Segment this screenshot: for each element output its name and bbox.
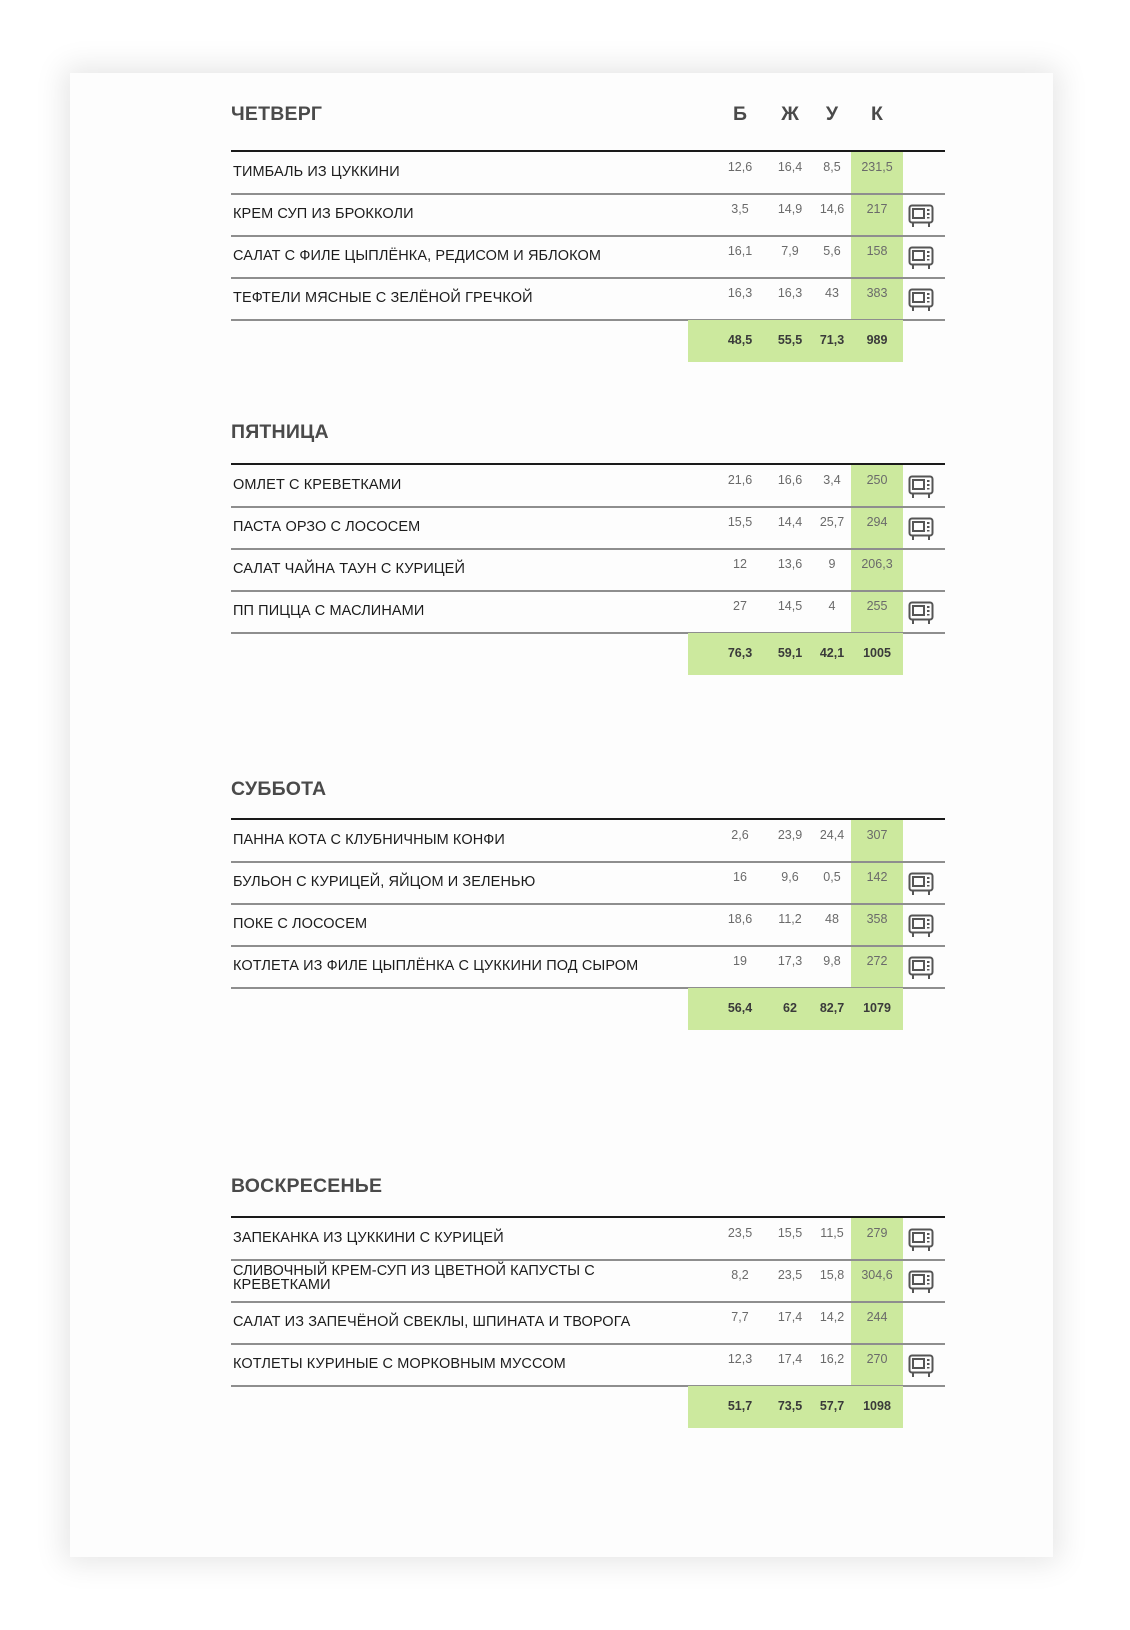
total-u: 42,1 [819, 646, 845, 660]
table-row [231, 862, 945, 905]
value-zh: 17,4 [777, 1352, 803, 1366]
table-row [231, 194, 945, 237]
total-k: 989 [866, 333, 888, 347]
value-zh: 11,2 [778, 912, 802, 926]
value-k: 206,3 [861, 557, 893, 571]
value-zh: 14,5 [777, 599, 803, 613]
total-u: 57,7 [819, 1399, 845, 1413]
microwave-icon [908, 246, 934, 270]
value-zh: 13,6 [777, 557, 803, 571]
dish-name: ТЕФТЕЛИ МЯСНЫЕ С ЗЕЛЁНОЙ ГРЕЧКОЙ [233, 290, 533, 306]
value-b: 7,7 [731, 1310, 749, 1324]
value-u: 0,5 [823, 870, 841, 884]
day-title: ПЯТНИЦА [231, 421, 329, 443]
totals-row [688, 320, 903, 362]
microwave-icon [908, 914, 934, 938]
value-zh: 23,9 [777, 828, 803, 842]
totals-row [688, 633, 903, 675]
value-u: 3,4 [823, 473, 841, 487]
column-header-k: К [871, 103, 883, 125]
value-k: 383 [866, 286, 888, 300]
value-k: 294 [866, 515, 888, 529]
value-u: 8,5 [823, 160, 841, 174]
value-u: 15,8 [819, 1268, 845, 1282]
value-b: 12,3 [727, 1352, 753, 1366]
value-b: 8,2 [731, 1268, 749, 1282]
dish-name: БУЛЬОН С КУРИЦЕЙ, ЯЙЦОМ И ЗЕЛЕНЬЮ [233, 874, 536, 890]
value-u: 24,4 [819, 828, 845, 842]
value-k: 270 [866, 1352, 888, 1366]
value-k: 255 [866, 599, 888, 613]
day-title: ВОСКРЕСЕНЬЕ [231, 1175, 383, 1197]
column-header-b: Б [732, 103, 747, 125]
value-b: 15,5 [727, 515, 753, 529]
value-u: 11,5 [820, 1226, 844, 1240]
total-b: 48,5 [727, 333, 753, 347]
dish-name: САЛАТ ИЗ ЗАПЕЧЁНОЙ СВЕКЛЫ, ШПИНАТА И ТВОРОГА [233, 1314, 631, 1330]
value-k: 217 [866, 202, 888, 216]
microwave-icon [908, 601, 934, 625]
column-header-u: У [825, 103, 839, 125]
value-b: 18,6 [727, 912, 753, 926]
value-zh: 15,5 [777, 1226, 803, 1240]
total-zh: 73,5 [777, 1399, 803, 1413]
value-k: 272 [866, 954, 888, 968]
table-row [231, 1344, 945, 1387]
column-headers [231, 103, 945, 125]
value-k: 158 [866, 244, 888, 258]
value-b: 12 [733, 557, 747, 571]
table-row [231, 1218, 945, 1261]
value-k: 279 [866, 1226, 888, 1240]
dish-name: ТИМБАЛЬ ИЗ ЦУККИНИ [233, 164, 400, 180]
table-row [231, 152, 945, 195]
table-row [231, 236, 945, 279]
dish-name: ПОКЕ С ЛОСОСЕМ [233, 916, 368, 932]
microwave-icon [908, 288, 934, 312]
value-u: 16,2 [819, 1352, 845, 1366]
table-row [231, 820, 945, 863]
table-row [231, 507, 945, 550]
value-b: 16 [733, 870, 747, 884]
value-b: 19 [733, 954, 747, 968]
table-row [231, 591, 945, 634]
value-b: 3,5 [731, 202, 749, 216]
total-k: 1079 [863, 1001, 891, 1015]
value-zh: 14,4 [777, 515, 803, 529]
day-title: СУББОТА [231, 778, 327, 800]
value-u: 9,8 [823, 954, 841, 968]
value-zh: 9,6 [781, 870, 799, 884]
total-k: 1005 [863, 646, 891, 660]
value-k: 142 [866, 870, 888, 884]
value-u: 43 [825, 286, 839, 300]
microwave-icon [908, 204, 934, 228]
value-zh: 17,3 [777, 954, 803, 968]
microwave-icon [908, 872, 934, 896]
total-k: 1098 [863, 1399, 891, 1413]
value-k: 307 [866, 828, 888, 842]
value-u: 4 [828, 599, 836, 613]
table-row [231, 465, 945, 508]
microwave-icon [908, 475, 934, 499]
total-u: 71,3 [819, 333, 845, 347]
value-k: 244 [866, 1310, 888, 1324]
value-k: 304,6 [861, 1268, 893, 1282]
dish-name: САЛАТ С ФИЛЕ ЦЫПЛЁНКА, РЕДИСОМ И ЯБЛОКОМ [233, 248, 602, 264]
value-u: 9 [828, 557, 836, 571]
microwave-icon [908, 956, 934, 980]
table-row [231, 904, 945, 947]
dish-name: ПАСТА ОРЗО С ЛОСОСЕМ [233, 519, 421, 535]
value-zh: 7,9 [781, 244, 799, 258]
totals-row [688, 988, 903, 1030]
total-b: 51,7 [727, 1399, 753, 1413]
totals-row [688, 1386, 903, 1428]
value-b: 23,5 [727, 1226, 753, 1240]
table-row [231, 278, 945, 321]
value-k: 358 [866, 912, 888, 926]
value-k: 231,5 [861, 160, 893, 174]
total-zh: 59,1 [777, 646, 803, 660]
value-k: 250 [866, 473, 888, 487]
dish-name: КОТЛЕТА ИЗ ФИЛЕ ЦЫПЛЁНКА С ЦУККИНИ ПОД СЫРОМ [233, 958, 639, 974]
dish-name: КРЕМ СУП ИЗ БРОККОЛИ [233, 206, 414, 222]
total-u: 82,7 [819, 1001, 845, 1015]
value-zh: 16,4 [777, 160, 803, 174]
value-b: 2,6 [731, 828, 749, 842]
dish-name: ОМЛЕТ С КРЕВЕТКАМИ [233, 477, 402, 493]
total-zh: 55,5 [777, 333, 803, 347]
dish-name: ЗАПЕКАНКА ИЗ ЦУККИНИ С КУРИЦЕЙ [233, 1230, 504, 1246]
value-u: 5,6 [823, 244, 841, 258]
dish-name: САЛАТ ЧАЙНА ТАУН С КУРИЦЕЙ [233, 561, 465, 577]
value-u: 25,7 [819, 515, 845, 529]
dish-name: КОТЛЕТЫ КУРИНЫЕ С МОРКОВНЫМ МУССОМ [233, 1356, 566, 1372]
total-b: 56,4 [727, 1001, 753, 1015]
value-zh: 14,9 [777, 202, 803, 216]
day-title: ЧЕТВЕРГ [231, 103, 323, 125]
value-u: 14,2 [819, 1310, 845, 1324]
value-zh: 16,3 [777, 286, 803, 300]
value-u: 48 [825, 912, 839, 926]
value-b: 12,6 [727, 160, 753, 174]
dish-name: ПАННА КОТА С КЛУБНИЧНЫМ КОНФИ [233, 832, 505, 848]
column-header-zh: Ж [781, 103, 799, 125]
microwave-icon [908, 1354, 934, 1378]
table-row [231, 549, 945, 592]
dish-name: СЛИВОЧНЫЙ КРЕМ-СУП ИЗ ЦВЕТНОЙ КАПУСТЫ С КРЕВЕТКАМИ [233, 1263, 595, 1293]
table-row [231, 1260, 945, 1303]
value-zh: 16,6 [777, 473, 803, 487]
microwave-icon [908, 1228, 934, 1252]
total-zh: 62 [783, 1001, 797, 1015]
value-u: 14,6 [819, 202, 845, 216]
total-b: 76,3 [727, 646, 753, 660]
value-b: 21,6 [727, 473, 753, 487]
microwave-icon [908, 1270, 934, 1294]
table-row [231, 1302, 945, 1345]
value-zh: 17,4 [777, 1310, 803, 1324]
table-row [231, 946, 945, 989]
dish-name: ПП ПИЦЦА С МАСЛИНАМИ [233, 603, 425, 619]
value-b: 27 [733, 599, 747, 613]
microwave-icon [908, 517, 934, 541]
value-zh: 23,5 [777, 1268, 803, 1282]
value-b: 16,1 [727, 244, 753, 258]
value-b: 16,3 [727, 286, 753, 300]
